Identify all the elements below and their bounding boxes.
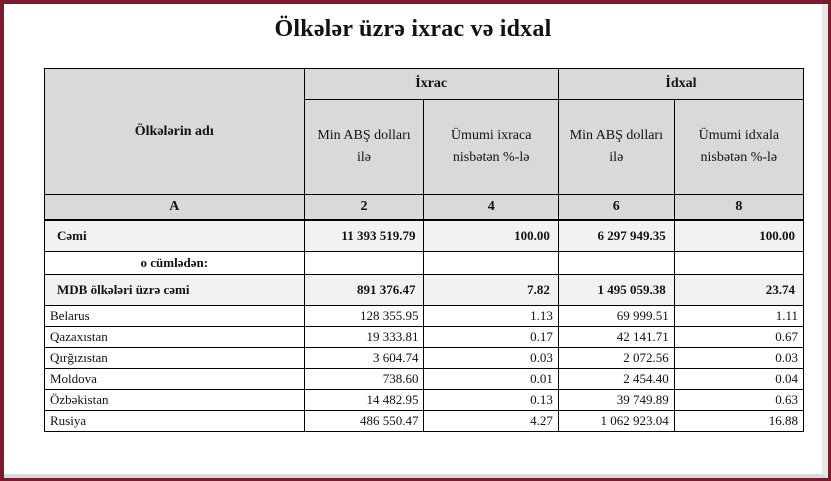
empty-cell xyxy=(424,252,558,275)
cis-import-share: 23.74 xyxy=(674,275,803,306)
column-code-a: A xyxy=(45,195,305,221)
cis-import-value: 1 495 059.38 xyxy=(558,275,674,306)
export-value: 3 604.74 xyxy=(304,348,424,369)
country-name: Qazaxıstan xyxy=(45,327,305,348)
import-value: 2 072.56 xyxy=(558,348,674,369)
country-name: Özbəkistan xyxy=(45,390,305,411)
import-value: 42 141.71 xyxy=(558,327,674,348)
cis-total-label: MDB ölkələri üzrə cəmi xyxy=(45,275,305,306)
import-value: 39 749.89 xyxy=(558,390,674,411)
column-code-8: 8 xyxy=(674,195,803,221)
total-row xyxy=(45,220,804,252)
country-name: Qırğızıstan xyxy=(45,348,305,369)
export-value: 128 355.95 xyxy=(304,306,424,327)
cis-export-share: 7.82 xyxy=(424,275,558,306)
import-share: 0.63 xyxy=(674,390,803,411)
export-value: 738.60 xyxy=(304,369,424,390)
export-share: 4.27 xyxy=(424,411,558,432)
total-label: Cəmi xyxy=(45,220,305,252)
import-share: 16.88 xyxy=(674,411,803,432)
export-share: 0.17 xyxy=(424,327,558,348)
country-name: Rusiya xyxy=(45,411,305,432)
export-value: 14 482.95 xyxy=(304,390,424,411)
total-export-share: 100.00 xyxy=(424,220,558,252)
total-import-value: 6 297 949.35 xyxy=(558,220,674,252)
import-group-header: İdxal xyxy=(558,69,803,100)
table-row xyxy=(45,327,804,348)
import-value: 69 999.51 xyxy=(558,306,674,327)
export-value: 19 333.81 xyxy=(304,327,424,348)
export-value-header: Min ABŞ dolları ilə xyxy=(304,100,424,195)
empty-cell xyxy=(558,252,674,275)
export-share-header: Ümumi ixraca nisbətən %-lə xyxy=(424,100,558,195)
import-value: 1 062 923.04 xyxy=(558,411,674,432)
table-row xyxy=(45,348,804,369)
export-group-header: İxrac xyxy=(304,69,558,100)
country-name: Belarus xyxy=(45,306,305,327)
document-frame xyxy=(4,4,828,478)
export-share: 0.01 xyxy=(424,369,558,390)
table-row xyxy=(45,369,804,390)
export-value: 486 550.47 xyxy=(304,411,424,432)
table-row xyxy=(45,411,804,432)
import-share: 0.03 xyxy=(674,348,803,369)
export-share: 0.03 xyxy=(424,348,558,369)
empty-cell xyxy=(304,252,424,275)
including-row xyxy=(45,252,804,275)
total-export-value: 11 393 519.79 xyxy=(304,220,424,252)
column-code-4: 4 xyxy=(424,195,558,221)
export-share: 0.13 xyxy=(424,390,558,411)
cis-total-row xyxy=(45,275,804,306)
import-share-header: Ümumi idxala nisbətən %-lə xyxy=(674,100,803,195)
country-column-header: Ölkələrin adı xyxy=(45,69,305,195)
including-label: o cümlədən: xyxy=(45,252,305,275)
import-share: 0.04 xyxy=(674,369,803,390)
import-value-header: Min ABŞ dolları ilə xyxy=(558,100,674,195)
export-share: 1.13 xyxy=(424,306,558,327)
column-code-6: 6 xyxy=(558,195,674,221)
column-code-2: 2 xyxy=(304,195,424,221)
country-name: Moldova xyxy=(45,369,305,390)
table-row xyxy=(45,390,804,411)
total-import-share: 100.00 xyxy=(674,220,803,252)
import-share: 1.11 xyxy=(674,306,803,327)
document-title: Ölkələr üzrə ixrac və idxal xyxy=(274,16,552,42)
empty-cell xyxy=(674,252,803,275)
import-share: 0.67 xyxy=(674,327,803,348)
cis-export-value: 891 376.47 xyxy=(304,275,424,306)
trade-table xyxy=(44,68,804,432)
import-value: 2 454.40 xyxy=(558,369,674,390)
table-row xyxy=(45,306,804,327)
